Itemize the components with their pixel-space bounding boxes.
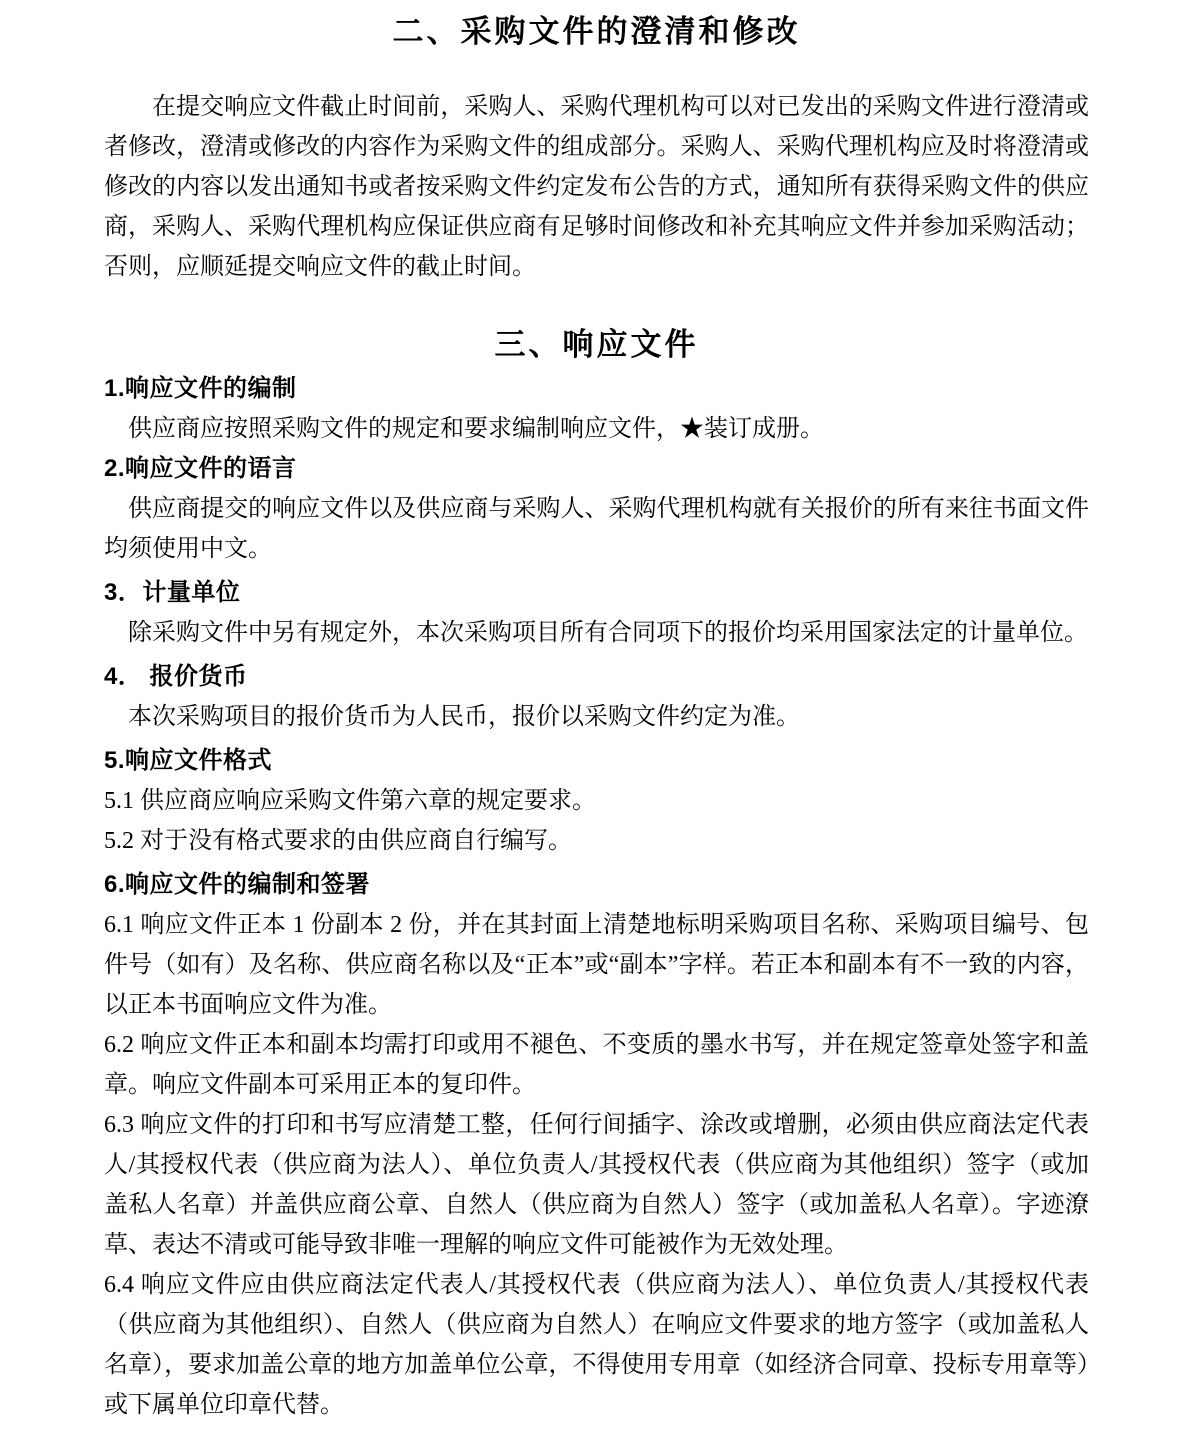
clause-5-item-1: 5.1 供应商应响应采购文件第六章的规定要求。	[104, 788, 596, 814]
clause-5-item-2: 5.2 对于没有格式要求的由供应商自行编写。	[104, 828, 572, 854]
section-2-paragraph: 在提交响应文件截止时间前，采购人、采购代理机构可以对已发出的采购文件进行澄清或者修改，澄清或修改的内容作为采购文件的组成部分。采购人、采购代理机构应及时将澄清或修改的内容以发出通知书或者按采购文件约定发布公告的方式，通知所有获得采购文件的供应商，采购人、采购代理机构应保证供应商有足够时间修改和补充其响应文件并参加采购活动；否则，应顺延提交响应文件的截止时间。	[104, 94, 1089, 280]
clause-6-item-1: 6.1 响应文件正本 1 份副本 2 份，并在其封面上清楚地标明采购项目名称、采购项目编号、包件号（如有）及名称、供应商名称以及“正本”或“副本”字样。若正本和副本有不一致的内容，以正本书面响应文件为准。	[104, 912, 1089, 1018]
clause-4-heading: 4． 报价货币	[104, 663, 248, 690]
clause-4-body: 本次采购项目的报价货币为人民币，报价以采购文件约定为准。	[128, 704, 800, 730]
section-2-title: 二、采购文件的澄清和修改	[392, 14, 801, 49]
clause-3-heading: 3．计量单位	[104, 579, 241, 606]
clause-6-item-2: 6.2 响应文件正本和副本均需打印或用不褪色、不变质的墨水书写，并在规定签章处签字和盖章。响应文件副本可采用正本的复印件。	[104, 1032, 1089, 1098]
clause-6-item-3: 6.3 响应文件的打印和书写应清楚工整，任何行间插字、涂改或增删，必须由供应商法定代表人/其授权代表（供应商为法人）、单位负责人/其授权代表（供应商为其他组织）签字（或加盖私人名章）并盖供应商公章、自然人（供应商为自然人）签字（或加盖私人名章）。字迹潦草、表达不清或可能导致非唯一理解的响应文件可能被作为无效处理。	[104, 1112, 1089, 1258]
clause-2-body: 供应商提交的响应文件以及供应商与采购人、采购代理机构就有关报价的所有来往书面文件均须使用中文。	[104, 496, 1089, 562]
clause-5-heading: 5.响应文件格式	[104, 747, 273, 774]
section-3-title: 三、响应文件	[494, 327, 699, 362]
clause-6-item-4: 6.4 响应文件应由供应商法定代表人/其授权代表（供应商为法人）、单位负责人/其授权代表（供应商为其他组织）、自然人（供应商为自然人）在响应文件要求的地方签字（或加盖私人名章），要求加盖公章的地方加盖单位公章，不得使用专用章（如经济合同章、投标专用章等）或下属单位印章代替。	[104, 1272, 1089, 1418]
clause-2-heading: 2.响应文件的语言	[104, 455, 297, 482]
clause-6-heading: 6.响应文件的编制和签署	[104, 871, 371, 898]
clause-3-body: 除采购文件中另有规定外，本次采购项目所有合同项下的报价均采用国家法定的计量单位。	[128, 620, 1088, 646]
clause-1-heading: 1.响应文件的编制	[104, 375, 297, 402]
clause-1-body: 供应商应按照采购文件的规定和要求编制响应文件，★装订成册。	[128, 416, 824, 442]
